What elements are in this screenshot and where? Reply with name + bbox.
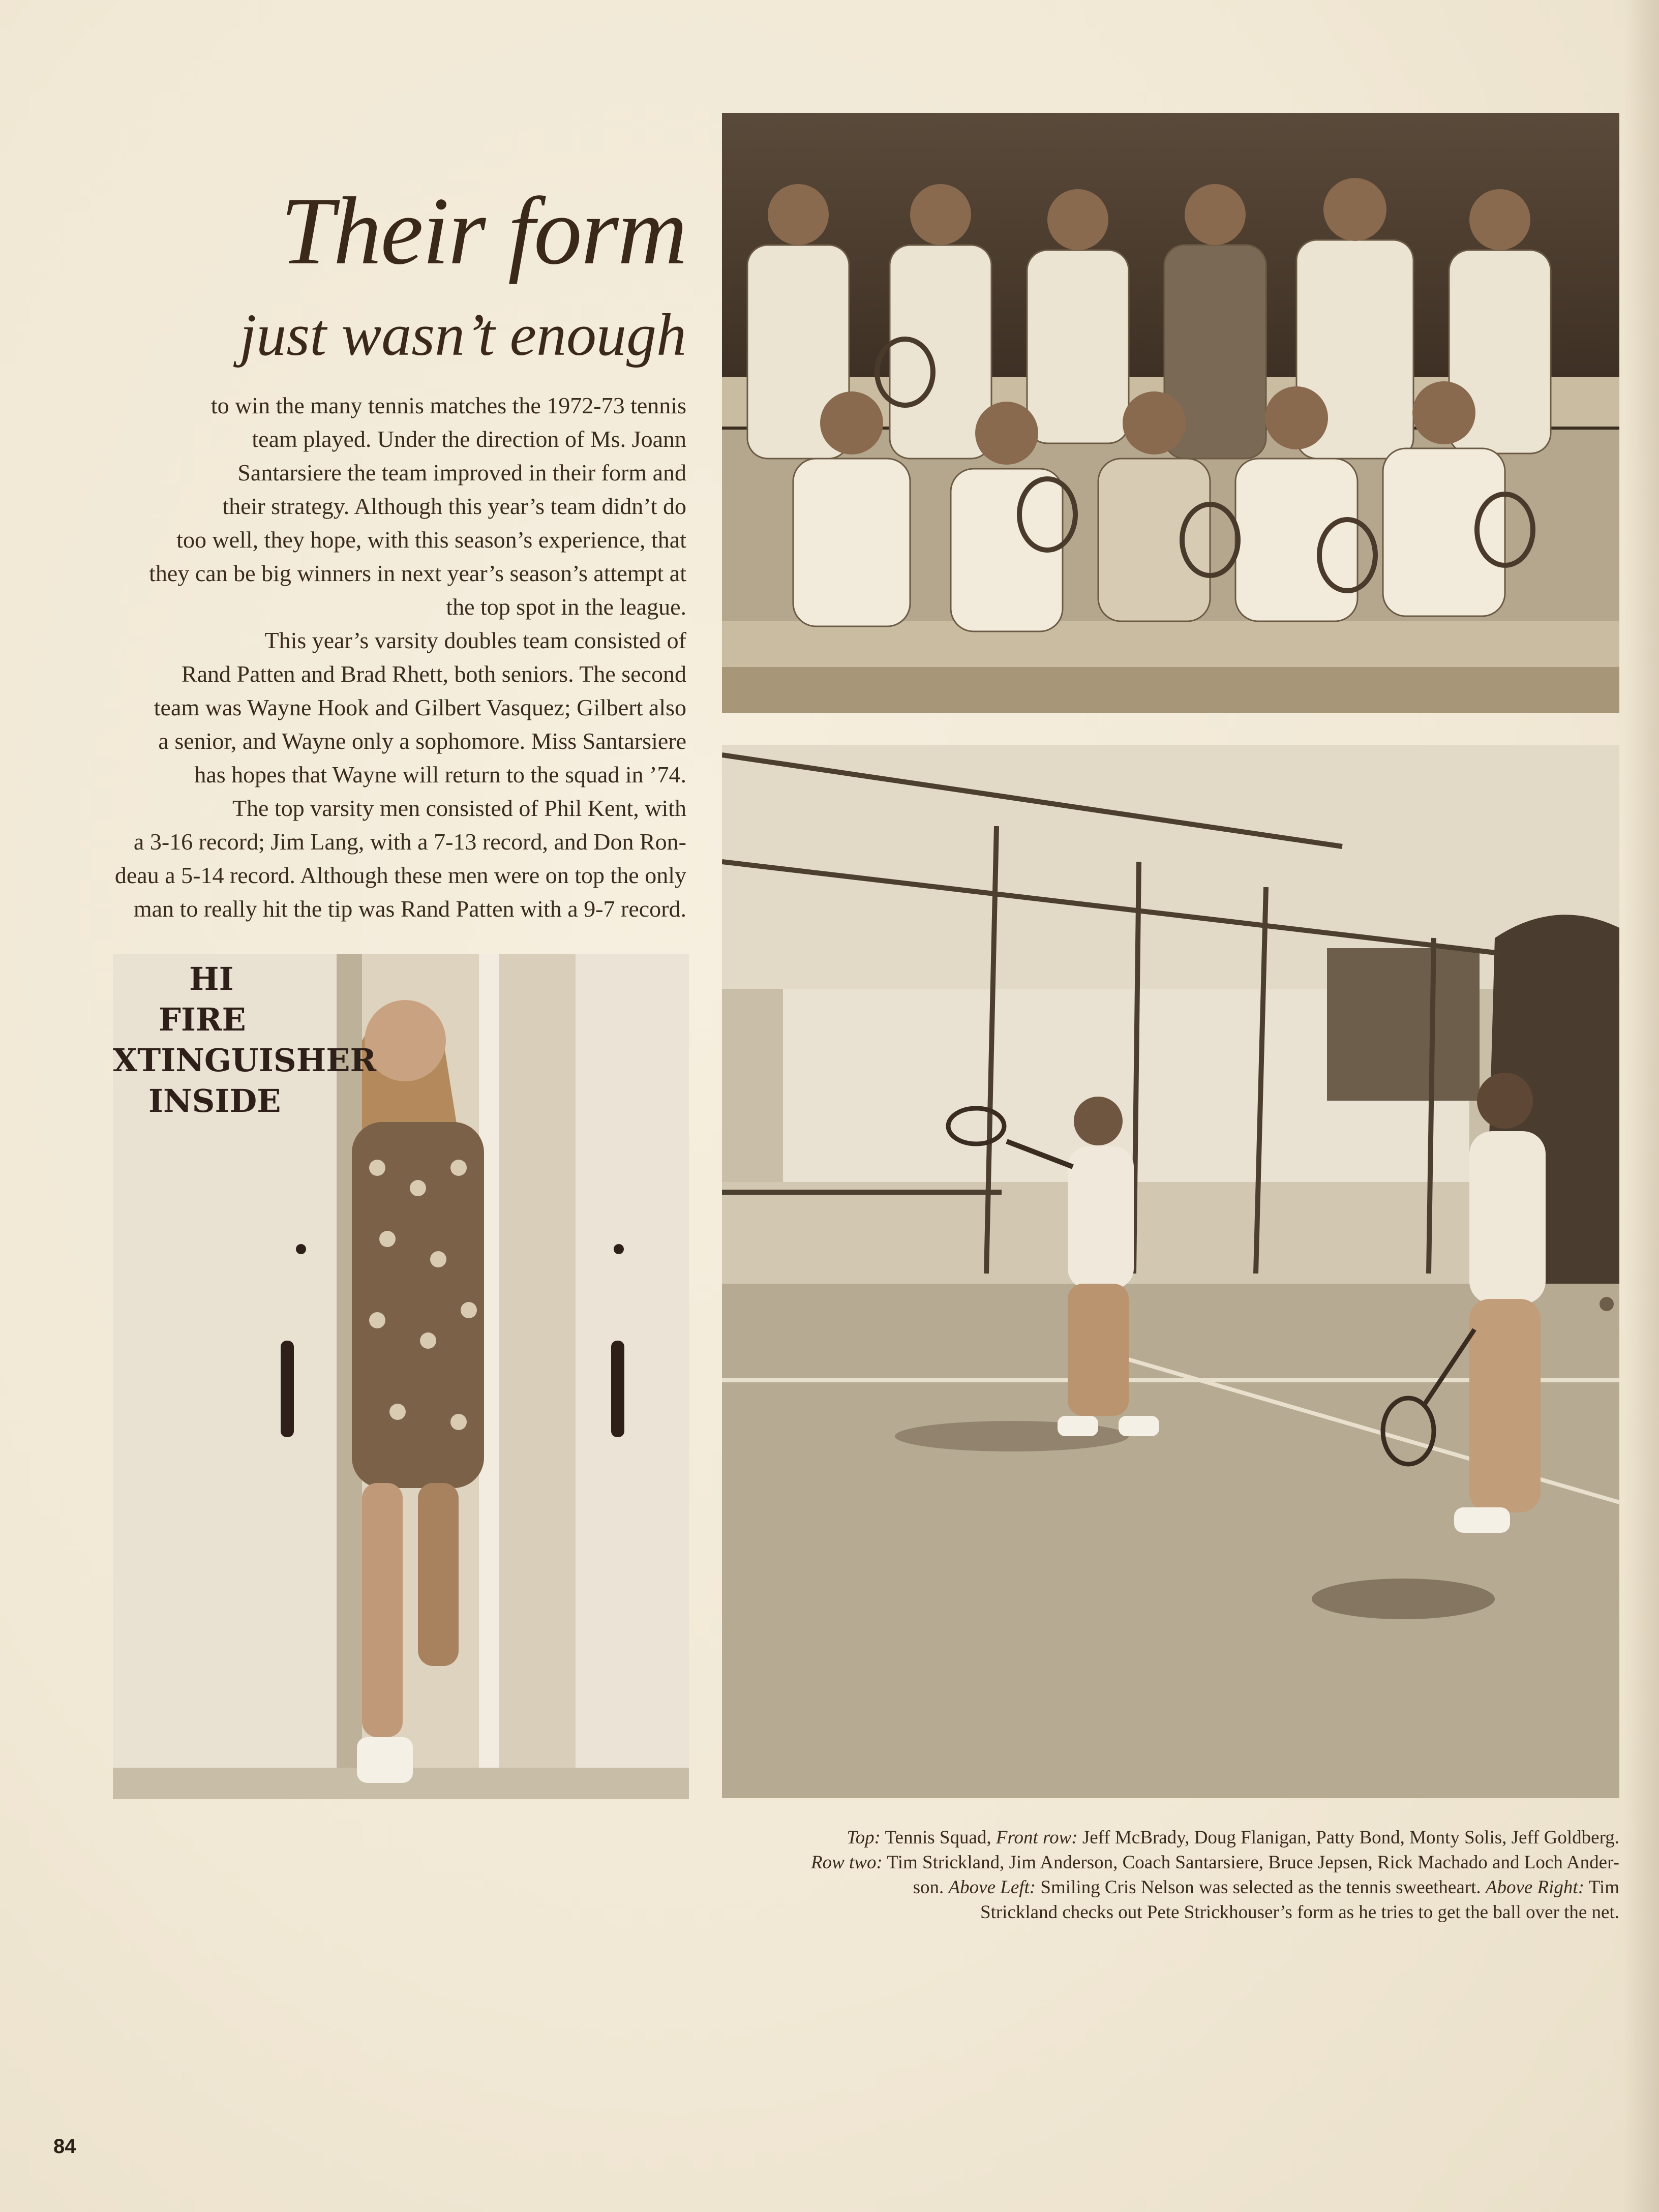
caption-label: Above Right: bbox=[1485, 1877, 1585, 1898]
caption-line bbox=[702, 1875, 1619, 1900]
tennis-squad-image bbox=[722, 113, 1619, 713]
caption-line bbox=[702, 1900, 1619, 1925]
door-sign-line: FIRE bbox=[159, 1001, 246, 1038]
body-line: the top spot in the league. bbox=[446, 594, 686, 620]
body-line: a 3-16 record; Jim Lang, with a 7-13 record, and Don Ron- bbox=[133, 829, 686, 855]
caption-label: Front row: bbox=[996, 1827, 1078, 1848]
body-line: Rand Patten and Brad Rhett, both seniors. The second bbox=[181, 661, 686, 687]
body-line: they can be big winners in next year’s season’s attempt at bbox=[149, 560, 686, 586]
caption-text: Strickland checks out Pete Strickhouser’s form as he tries to get the ball over the net. bbox=[980, 1902, 1619, 1923]
article-body bbox=[5, 389, 686, 926]
page-edge-shadow bbox=[1623, 0, 1659, 2212]
headline-subtitle: just wasn’t enough bbox=[239, 301, 686, 368]
body-line: has hopes that Wayne will return to the squad in ’74. bbox=[194, 762, 686, 787]
body-line: too well, they hope, with this season’s experience, that bbox=[176, 527, 686, 553]
body-line: deau a 5-14 record. Although these men were on top the only bbox=[114, 862, 686, 888]
caption-text: Tim bbox=[1584, 1877, 1619, 1898]
caption-line bbox=[702, 1850, 1619, 1875]
body-line: The top varsity men consisted of Phil Kent, with bbox=[232, 795, 686, 821]
door-sign-line: HI bbox=[189, 960, 234, 997]
tennis-sweetheart-image bbox=[113, 954, 689, 1799]
tennis-match-image bbox=[722, 745, 1619, 1798]
body-line: This year’s varsity doubles team consisted of bbox=[264, 627, 686, 653]
door-sign-line: INSIDE bbox=[148, 1082, 281, 1119]
tennis-match-photo bbox=[722, 745, 1619, 1798]
caption-label: Above Left: bbox=[948, 1877, 1036, 1898]
caption-label: Row two: bbox=[811, 1852, 883, 1873]
photo-caption bbox=[702, 1825, 1619, 1925]
tennis-squad-photo bbox=[722, 113, 1619, 713]
door-sign-line: XTINGUISHER bbox=[113, 1042, 377, 1079]
body-line: team was Wayne Hook and Gilbert Vasquez; Gilbert also bbox=[154, 694, 686, 720]
caption-text: Smiling Cris Nelson was selected as the tennis sweetheart. bbox=[1036, 1877, 1486, 1898]
body-line: team played. Under the direction of Ms. Joann bbox=[252, 426, 686, 452]
caption-text: Tennis Squad, bbox=[880, 1827, 996, 1848]
caption-line bbox=[702, 1825, 1619, 1850]
tennis-sweetheart-photo bbox=[113, 954, 689, 1799]
caption-text: Tim Strickland, Jim Anderson, Coach Santarsiere, Bruce Jepsen, Rick Machado and Loch Ander- bbox=[882, 1852, 1619, 1873]
body-line: a senior, and Wayne only a sophomore. Miss Santarsiere bbox=[158, 728, 686, 754]
caption-text: Jeff McBrady, Doug Flanigan, Patty Bond, Monty Solis, Jeff Goldberg. bbox=[1077, 1827, 1619, 1848]
caption-label: Top: bbox=[847, 1827, 881, 1848]
body-line: Santarsiere the team improved in their form and bbox=[237, 460, 686, 486]
body-line: to win the many tennis matches the 1972-73 tennis bbox=[210, 392, 686, 418]
caption-text: son. bbox=[913, 1877, 949, 1898]
headline-title: Their form bbox=[280, 178, 686, 285]
body-line: their strategy. Although this year’s team didn’t do bbox=[222, 493, 686, 519]
body-line: man to really hit the tip was Rand Patten with a 9-7 record. bbox=[133, 896, 686, 922]
page-number: 84 bbox=[53, 2135, 76, 2158]
